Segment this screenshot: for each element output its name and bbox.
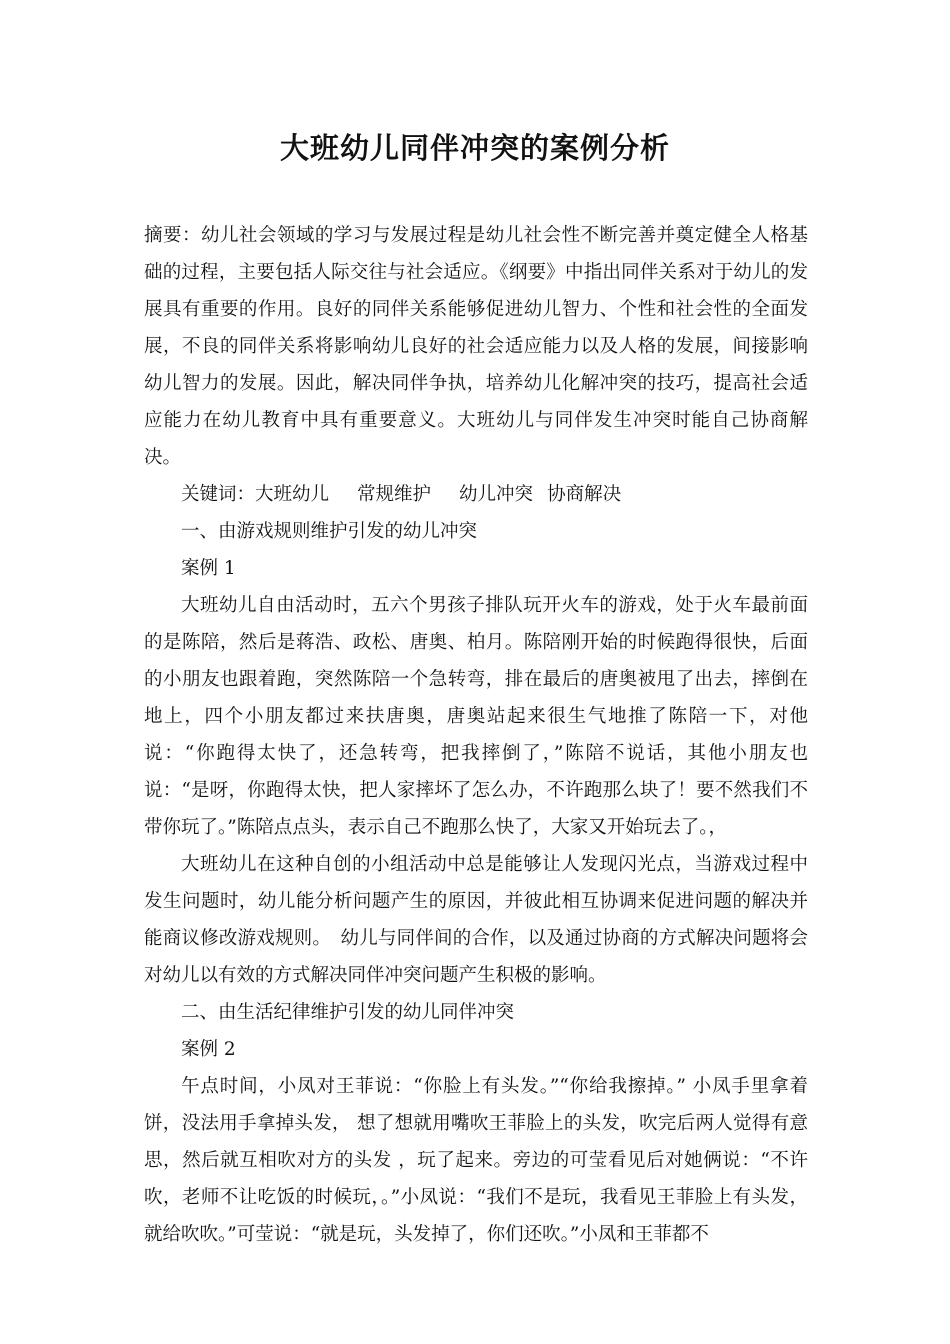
abstract-paragraph: 摘要：幼儿社会领域的学习与发展过程是幼儿社会性不断完善并奠定健全人格基础的过程，主要包括人际交往与社会适应。《纲要》中指出同伴关系对于幼儿的发展具有重要的作用。良好的同伴关系能够促进幼儿智力、个性和社会性的全面发展，不良的同伴关系将影响幼儿良好的社会适应能力以及人格的发展，间接影响幼儿智力的发展。因此，解决同伴争执，培养幼儿化解冲突的技巧，提高社会适应能力在幼儿教育中具有重要意义。大班幼儿与同伴发生冲突时能自己协商解决。 xyxy=(144,225,808,468)
section-heading: 一、由游戏规则维护引发的幼儿冲突 xyxy=(181,521,478,542)
body-paragraph: 午点时间，小凤对王菲说：“你脸上有头发。”“你给我擦掉。” 小凤手里拿着饼，没法用手拿掉头发， 想了想就用嘴吹王菲脸上的头发，吹完后两人觉得有意思，然后就互相吹对方的头发 ，玩了起来。旁边的可莹看见后对她俩说：“不许吹，老师不让吃饭的时候玩，。”小凤说：“我们不是玩，我看见王菲脸上有头发，就给吹吹。”可莹说：“就是玩，头发掉了，你们还吹。”小凤和王菲都不 xyxy=(144,1076,808,1245)
keyword-item: 协商解决 xyxy=(547,484,622,505)
body-paragraph: 大班幼儿自由活动时，五六个男孩子排队玩开火车的游戏，处于火车最前面的是陈陪，然后是蒋浩、政松、唐奥、柏月。陈陪刚开始的时候跑得很快，后面的小朋友也跟着跑，突然陈陪一个急转弯，排在最后的唐奥被甩了出去，摔倒在地上，四个小朋友都过来扶唐奥，唐奥站起来很生气地推了陈陪一下，对他说：“你跑得太快了，还急转弯，把我摔倒了，”陈陪不说话，其他小朋友也说：“是呀，你跑得太快，把人家摔坏了怎么办，不许跑那么块了！要不然我们不带你玩了。”陈陪点点头，表示自己不跑那么快了，大家又开始玩去了。， xyxy=(144,595,808,838)
keyword-item: 常规维护 xyxy=(357,484,432,505)
case-label: 案例 2 xyxy=(181,1039,236,1060)
document-title: 大班幼儿同伴冲突的案例分析 xyxy=(279,131,670,165)
case-label: 案例 1 xyxy=(181,558,236,579)
document-body xyxy=(144,217,808,1253)
section-heading: 二、由生活纪律维护引发的幼儿同伴冲突 xyxy=(181,1002,515,1023)
keywords-label: 关键词： xyxy=(181,484,256,505)
keyword-item: 幼儿冲突 xyxy=(459,484,534,505)
body-paragraph: 大班幼儿在这种自创的小组活动中总是能够让人发现闪光点，当游戏过程中发生问题时，幼儿能分析问题产生的原因，并彼此相互协调来促进问题的解决并能商议修改游戏规则。 幼儿与同伴间的合作，以及通过协商的方式解决问题将会对幼儿以有效的方式解决同伴冲突问题产生积极的影响。 xyxy=(144,854,808,986)
keyword-item: 大班幼儿 xyxy=(255,484,330,505)
keywords-line xyxy=(144,476,808,513)
